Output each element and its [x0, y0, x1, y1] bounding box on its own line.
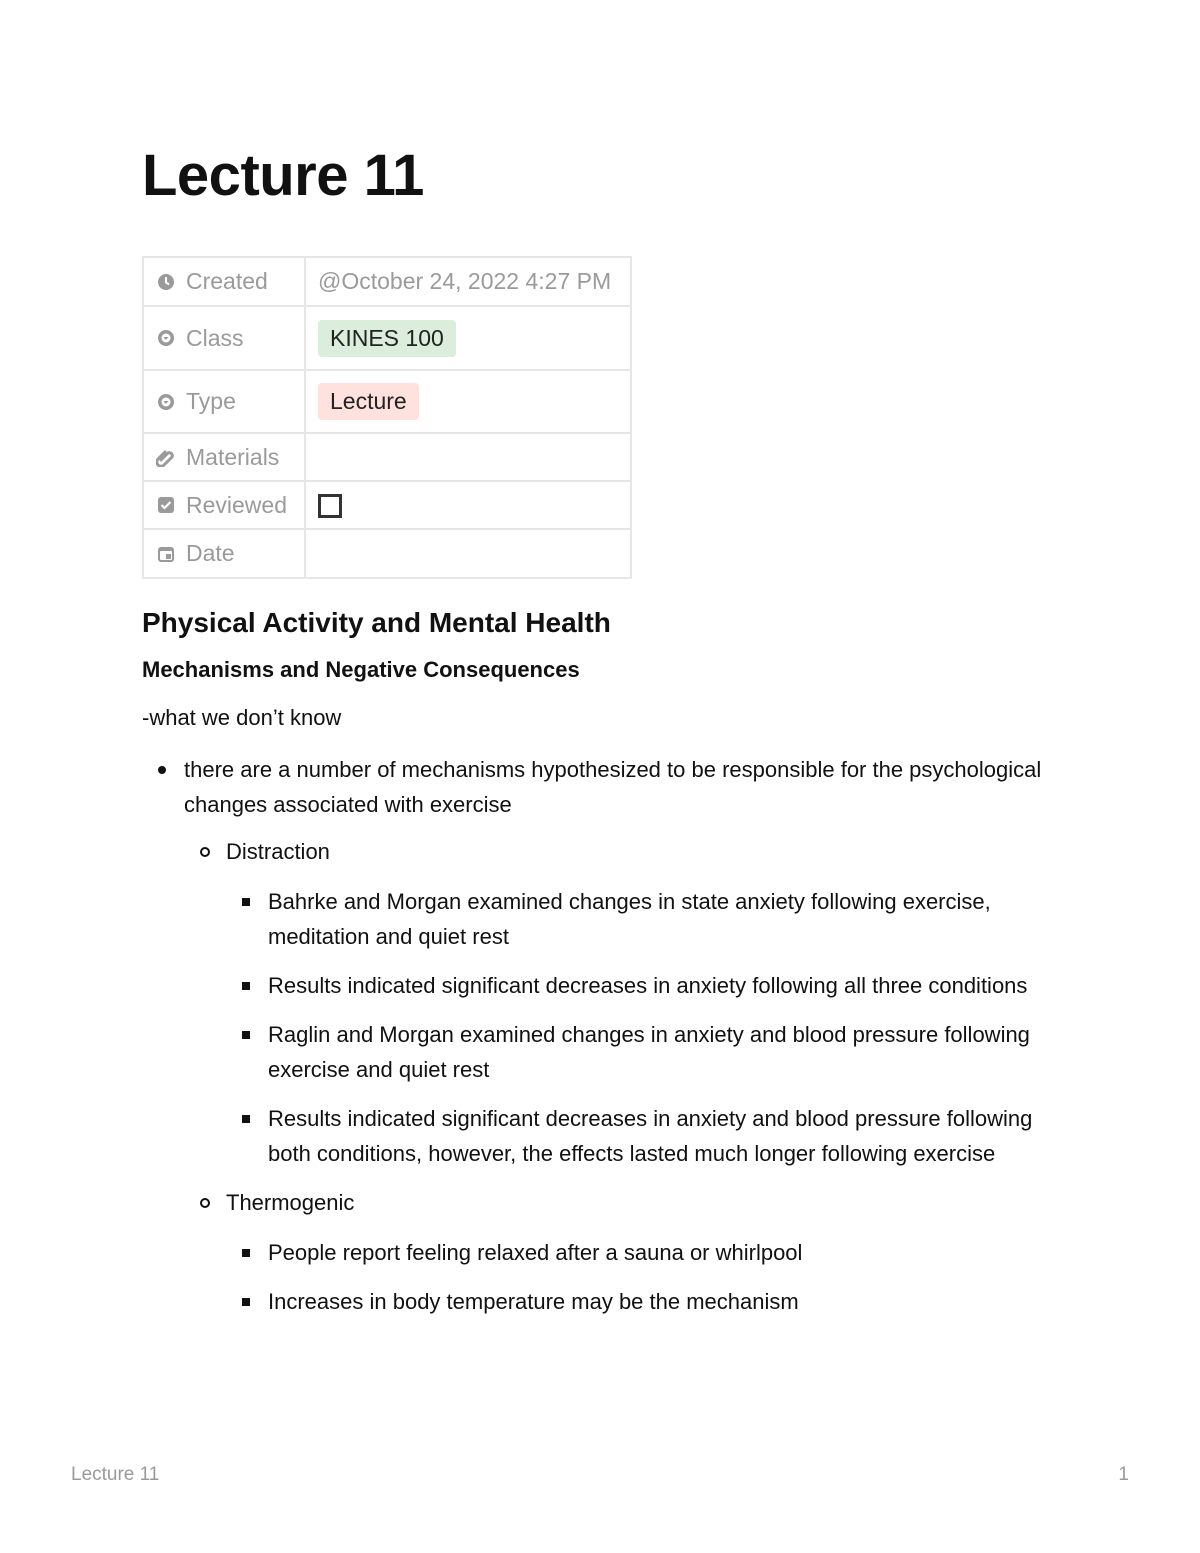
bullet-square	[242, 898, 250, 906]
properties-table	[142, 256, 632, 579]
intro-paragraph: -what we don’t know	[142, 705, 342, 730]
reviewed-checkbox[interactable]	[318, 494, 342, 518]
property-row-reviewed	[143, 481, 631, 529]
list-item: Bahrke and Morgan examined changes in state anxiety following exercise, meditation and quiet rest	[142, 884, 1062, 954]
list-item: Results indicated significant decreases in anxiety and blood pressure following both conditions, however, the effects lasted much longer following exercise	[142, 1101, 1062, 1171]
property-label-class: Class	[186, 324, 244, 351]
list-item: there are a number of mechanisms hypothesized to be responsible for the psychological changes associated with exercise	[142, 752, 1062, 822]
subsection-heading: Mechanisms and Negative Consequences	[142, 657, 580, 682]
property-row-type	[143, 370, 631, 433]
property-value-materials[interactable]	[305, 433, 631, 481]
footer-page-number: 1	[1118, 1464, 1129, 1485]
property-label-type: Type	[186, 388, 236, 414]
clock-icon	[156, 272, 176, 292]
list-item: People report feeling relaxed after a sauna or whirlpool	[142, 1235, 1062, 1270]
bullet-list	[142, 752, 1062, 1333]
checkbox-icon	[156, 495, 176, 515]
property-label-date: Date	[186, 540, 235, 566]
page-title: Lecture 11	[142, 143, 424, 208]
paperclip-icon	[156, 447, 176, 467]
property-row-date	[143, 529, 631, 578]
property-row-class	[143, 306, 631, 370]
bullet-dot	[158, 766, 166, 774]
property-label-materials: Materials	[186, 443, 280, 470]
property-label-reviewed: Reviewed	[186, 491, 287, 518]
bullet-square	[242, 1249, 250, 1257]
bullet-circle	[200, 847, 210, 857]
property-label-created: Created	[186, 268, 268, 294]
property-row-materials	[143, 433, 631, 481]
select-icon	[156, 392, 176, 412]
select-icon	[156, 328, 176, 348]
list-item: Thermogenic	[142, 1185, 1062, 1220]
property-value-created[interactable]: @October 24, 2022 4:27 PM	[305, 257, 631, 306]
list-item: Distraction	[142, 834, 1062, 869]
list-item: Raglin and Morgan examined changes in anxiety and blood pressure following exercise and quiet rest	[142, 1017, 1062, 1087]
footer-doc-name: Lecture 11	[71, 1464, 160, 1485]
type-tag[interactable]: Lecture	[318, 383, 419, 420]
calendar-icon	[156, 544, 176, 564]
bullet-square	[242, 1115, 250, 1123]
bullet-square	[242, 1031, 250, 1039]
bullet-circle	[200, 1198, 210, 1208]
section-heading: Physical Activity and Mental Health	[142, 607, 611, 638]
bullet-square	[242, 982, 250, 990]
property-row-created	[143, 257, 631, 306]
list-item: Results indicated significant decreases in anxiety following all three conditions	[142, 968, 1062, 1003]
bullet-square	[242, 1298, 250, 1306]
property-value-date[interactable]	[305, 529, 631, 578]
class-tag[interactable]: KINES 100	[318, 320, 456, 357]
list-item: Increases in body temperature may be the mechanism	[142, 1284, 1062, 1319]
